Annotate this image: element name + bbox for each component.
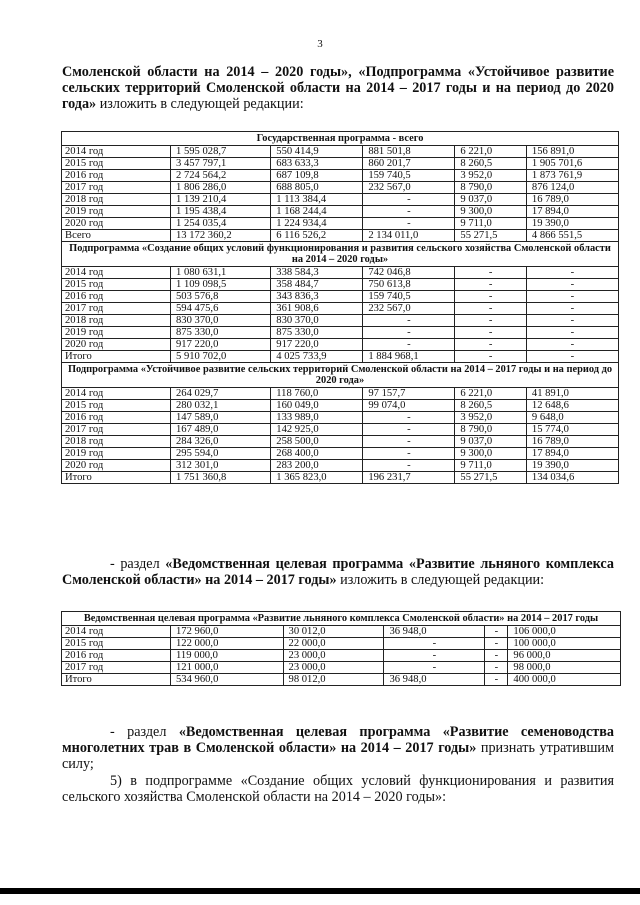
section-header-row bbox=[62, 132, 619, 146]
value-cell: 23 000,0 bbox=[283, 650, 384, 662]
table-row bbox=[62, 315, 619, 327]
value-cell: - bbox=[485, 638, 508, 650]
row-label-cell: Всего bbox=[62, 230, 171, 242]
value-cell: 358 484,7 bbox=[271, 279, 363, 291]
table-row bbox=[62, 638, 621, 650]
value-cell: 750 613,8 bbox=[363, 279, 455, 291]
table-row bbox=[62, 339, 619, 351]
value-cell: 1 080 631,1 bbox=[171, 267, 271, 279]
value-cell: 1 195 438,4 bbox=[171, 206, 271, 218]
value-cell: 98 012,0 bbox=[283, 674, 384, 686]
section-title: Ведомственная целевая программа «Развитие льняного комплекса Смоленской области» на 2014 – 2017 годы bbox=[62, 612, 621, 626]
value-cell: 830 370,0 bbox=[171, 315, 271, 327]
value-cell: 1 254 035,4 bbox=[171, 218, 271, 230]
table-row bbox=[62, 146, 619, 158]
value-cell: 2 134 011,0 bbox=[363, 230, 455, 242]
value-cell: - bbox=[363, 194, 455, 206]
value-cell: 1 224 934,4 bbox=[271, 218, 363, 230]
value-cell: 159 740,5 bbox=[363, 170, 455, 182]
table-row bbox=[62, 460, 619, 472]
table-row bbox=[62, 436, 619, 448]
value-cell: 1 139 210,4 bbox=[171, 194, 271, 206]
value-cell: - bbox=[455, 267, 527, 279]
value-cell: 22 000,0 bbox=[283, 638, 384, 650]
row-label-cell: Итого bbox=[62, 351, 171, 363]
value-cell: - bbox=[455, 303, 527, 315]
value-cell: - bbox=[526, 279, 618, 291]
value-cell: 8 790,0 bbox=[455, 424, 527, 436]
value-cell: 99 074,0 bbox=[363, 400, 455, 412]
row-label-cell: 2019 год bbox=[62, 206, 171, 218]
value-cell: - bbox=[526, 339, 618, 351]
value-cell: 683 633,3 bbox=[271, 158, 363, 170]
table-row bbox=[62, 472, 619, 484]
value-cell: 280 032,1 bbox=[171, 400, 271, 412]
value-cell: 9 711,0 bbox=[455, 218, 527, 230]
value-cell: 119 000,0 bbox=[171, 650, 284, 662]
seeds-section-paragraph bbox=[62, 724, 614, 772]
table-row bbox=[62, 303, 619, 315]
value-cell: - bbox=[526, 351, 618, 363]
value-cell: 36 948,0 bbox=[384, 674, 485, 686]
bottom-scan-bar bbox=[0, 888, 640, 894]
value-cell: 96 000,0 bbox=[508, 650, 621, 662]
value-cell: 1 873 761,9 bbox=[526, 170, 618, 182]
value-cell: - bbox=[363, 315, 455, 327]
value-cell: 9 037,0 bbox=[455, 436, 527, 448]
value-cell: 55 271,5 bbox=[455, 230, 527, 242]
value-cell: 295 594,0 bbox=[171, 448, 271, 460]
value-cell: - bbox=[455, 351, 527, 363]
value-cell: 16 789,0 bbox=[526, 436, 618, 448]
row-label-cell: 2020 год bbox=[62, 218, 171, 230]
value-cell: 742 046,8 bbox=[363, 267, 455, 279]
row-label-cell: 2014 год bbox=[62, 388, 171, 400]
row-label-cell: 2018 год bbox=[62, 315, 171, 327]
value-cell: - bbox=[363, 424, 455, 436]
value-cell: - bbox=[485, 662, 508, 674]
value-cell: - bbox=[455, 291, 527, 303]
value-cell: 17 894,0 bbox=[526, 206, 618, 218]
value-cell: 258 500,0 bbox=[271, 436, 363, 448]
value-cell: 167 489,0 bbox=[171, 424, 271, 436]
value-cell: 1 806 286,0 bbox=[171, 182, 271, 194]
value-cell: 9 648,0 bbox=[526, 412, 618, 424]
state-program-table bbox=[61, 131, 619, 484]
table-row bbox=[62, 388, 619, 400]
value-cell: 6 116 526,2 bbox=[271, 230, 363, 242]
table-row bbox=[62, 267, 619, 279]
value-cell: 4 025 733,9 bbox=[271, 351, 363, 363]
table-row bbox=[62, 650, 621, 662]
value-cell: 5 910 702,0 bbox=[171, 351, 271, 363]
row-label-cell: 2020 год bbox=[62, 339, 171, 351]
value-cell: 8 790,0 bbox=[455, 182, 527, 194]
value-cell: 23 000,0 bbox=[283, 662, 384, 674]
table-row bbox=[62, 230, 619, 242]
row-label-cell: 2017 год bbox=[62, 182, 171, 194]
value-cell: 13 172 360,2 bbox=[171, 230, 271, 242]
flax-suffix: изложить в следующей редакции: bbox=[336, 572, 545, 588]
value-cell: - bbox=[363, 206, 455, 218]
row-label-cell: 2014 год bbox=[62, 146, 171, 158]
flax-section-paragraph bbox=[62, 556, 614, 588]
section-header-row bbox=[62, 363, 619, 388]
value-cell: 860 201,7 bbox=[363, 158, 455, 170]
table-row bbox=[62, 448, 619, 460]
intro-bold-text: Смоленской области на 2014 – 2020 годы», «Подпрограмма «Устойчивое развитие сельских территорий Смоленской области на 2014 – 2017 годы и на период до 2020 года» bbox=[62, 64, 614, 112]
value-cell: 283 200,0 bbox=[271, 460, 363, 472]
value-cell: 100 000,0 bbox=[508, 638, 621, 650]
value-cell: 400 000,0 bbox=[508, 674, 621, 686]
value-cell: - bbox=[363, 412, 455, 424]
value-cell: 687 109,8 bbox=[271, 170, 363, 182]
row-label-cell: Итого bbox=[62, 472, 171, 484]
value-cell: 172 960,0 bbox=[171, 626, 284, 638]
table-row bbox=[62, 626, 621, 638]
table-row bbox=[62, 291, 619, 303]
row-label-cell: 2020 год bbox=[62, 460, 171, 472]
flax-prefix: - раздел bbox=[110, 556, 166, 572]
row-label-cell: 2014 год bbox=[62, 267, 171, 279]
item5-paragraph: 5) в подпрограмме «Создание общих условий функционирования и развития сельского хозяйства Смоленской области на 2014 – 2020 годы»: bbox=[62, 773, 614, 805]
value-cell: - bbox=[384, 638, 485, 650]
value-cell: 1 113 384,4 bbox=[271, 194, 363, 206]
value-cell: - bbox=[526, 267, 618, 279]
value-cell: 3 457 797,1 bbox=[171, 158, 271, 170]
value-cell: 156 891,0 bbox=[526, 146, 618, 158]
value-cell: 361 908,6 bbox=[271, 303, 363, 315]
value-cell: - bbox=[363, 218, 455, 230]
value-cell: 19 390,0 bbox=[526, 218, 618, 230]
value-cell: 118 760,0 bbox=[271, 388, 363, 400]
value-cell: - bbox=[363, 460, 455, 472]
value-cell: - bbox=[455, 279, 527, 291]
value-cell: 881 501,8 bbox=[363, 146, 455, 158]
table-row bbox=[62, 400, 619, 412]
value-cell: 9 711,0 bbox=[455, 460, 527, 472]
value-cell: - bbox=[485, 626, 508, 638]
value-cell: 8 260,5 bbox=[455, 158, 527, 170]
value-cell: 17 894,0 bbox=[526, 448, 618, 460]
value-cell: 343 836,3 bbox=[271, 291, 363, 303]
value-cell: 3 952,0 bbox=[455, 412, 527, 424]
value-cell: 338 584,3 bbox=[271, 267, 363, 279]
flax-bold-text: «Ведомственная целевая программа «Развитие льняного комплекса Смоленской области» на 2014 – 2017 годы» bbox=[62, 556, 614, 588]
value-cell: 2 724 564,2 bbox=[171, 170, 271, 182]
value-cell: 917 220,0 bbox=[171, 339, 271, 351]
table-row bbox=[62, 279, 619, 291]
value-cell: - bbox=[363, 436, 455, 448]
intro-paragraph bbox=[62, 64, 614, 112]
table-row bbox=[62, 194, 619, 206]
value-cell: - bbox=[455, 315, 527, 327]
row-label-cell: 2014 год bbox=[62, 626, 171, 638]
value-cell: - bbox=[363, 327, 455, 339]
value-cell: 3 952,0 bbox=[455, 170, 527, 182]
row-label-cell: 2015 год bbox=[62, 638, 171, 650]
value-cell: 284 326,0 bbox=[171, 436, 271, 448]
value-cell: - bbox=[455, 339, 527, 351]
value-cell: 875 330,0 bbox=[171, 327, 271, 339]
table-row bbox=[62, 158, 619, 170]
value-cell: 147 589,0 bbox=[171, 412, 271, 424]
value-cell: 550 414,9 bbox=[271, 146, 363, 158]
value-cell: 9 300,0 bbox=[455, 448, 527, 460]
value-cell: 232 567,0 bbox=[363, 182, 455, 194]
table-row bbox=[62, 182, 619, 194]
value-cell: 503 576,8 bbox=[171, 291, 271, 303]
seeds-prefix: - раздел bbox=[110, 724, 179, 740]
row-label-cell: 2017 год bbox=[62, 662, 171, 674]
value-cell: 688 805,0 bbox=[271, 182, 363, 194]
value-cell: 36 948,0 bbox=[384, 626, 485, 638]
row-label-cell: 2016 год bbox=[62, 412, 171, 424]
value-cell: - bbox=[363, 339, 455, 351]
value-cell: 1 365 823,0 bbox=[271, 472, 363, 484]
value-cell: 19 390,0 bbox=[526, 460, 618, 472]
table-row bbox=[62, 674, 621, 686]
value-cell: 1 751 360,8 bbox=[171, 472, 271, 484]
row-label-cell: 2015 год bbox=[62, 279, 171, 291]
value-cell: 97 157,7 bbox=[363, 388, 455, 400]
value-cell: 6 221,0 bbox=[455, 388, 527, 400]
seeds-bold-text: «Ведомственная целевая программа «Развитие семеноводства многолетних трав в Смоленской области» на 2014 – 2017 годы» bbox=[62, 724, 615, 756]
value-cell: 8 260,5 bbox=[455, 400, 527, 412]
value-cell: 55 271,5 bbox=[455, 472, 527, 484]
value-cell: 1 109 098,5 bbox=[171, 279, 271, 291]
value-cell: 312 301,0 bbox=[171, 460, 271, 472]
value-cell: 9 037,0 bbox=[455, 194, 527, 206]
value-cell: 6 221,0 bbox=[455, 146, 527, 158]
value-cell: - bbox=[526, 303, 618, 315]
section-title: Государственная программа - всего bbox=[62, 132, 619, 146]
value-cell: 15 774,0 bbox=[526, 424, 618, 436]
value-cell: 142 925,0 bbox=[271, 424, 363, 436]
section-title: Подпрограмма «Устойчивое развитие сельских территорий Смоленской области на 2014 – 2017 годы и на период до 2020 года» bbox=[62, 363, 619, 388]
value-cell: 875 330,0 bbox=[271, 327, 363, 339]
table-row bbox=[62, 170, 619, 182]
value-cell: 268 400,0 bbox=[271, 448, 363, 460]
table-row bbox=[62, 351, 619, 363]
value-cell: 106 000,0 bbox=[508, 626, 621, 638]
value-cell: 98 000,0 bbox=[508, 662, 621, 674]
page-number: 3 bbox=[317, 38, 323, 50]
section-title: Подпрограмма «Создание общих условий функционирования и развития сельского хозяйства Смоленской области на 2014 – 2020 годы» bbox=[62, 242, 619, 267]
row-label-cell: 2016 год bbox=[62, 650, 171, 662]
row-label-cell: 2019 год bbox=[62, 327, 171, 339]
row-label-cell: 2015 год bbox=[62, 400, 171, 412]
value-cell: - bbox=[384, 662, 485, 674]
value-cell: 876 124,0 bbox=[526, 182, 618, 194]
value-cell: - bbox=[485, 674, 508, 686]
value-cell: 594 475,6 bbox=[171, 303, 271, 315]
value-cell: 830 370,0 bbox=[271, 315, 363, 327]
value-cell: 16 789,0 bbox=[526, 194, 618, 206]
value-cell: 122 000,0 bbox=[171, 638, 284, 650]
value-cell: 917 220,0 bbox=[271, 339, 363, 351]
value-cell: 121 000,0 bbox=[171, 662, 284, 674]
value-cell: - bbox=[526, 315, 618, 327]
value-cell: - bbox=[526, 327, 618, 339]
table-row bbox=[62, 662, 621, 674]
value-cell: 133 989,0 bbox=[271, 412, 363, 424]
intro-text: изложить в следующей редакции: bbox=[96, 96, 304, 112]
row-label-cell: 2018 год bbox=[62, 194, 171, 206]
value-cell: - bbox=[485, 650, 508, 662]
table-row bbox=[62, 327, 619, 339]
table-row bbox=[62, 424, 619, 436]
flax-program-table bbox=[61, 611, 621, 686]
value-cell: 534 960,0 bbox=[171, 674, 284, 686]
value-cell: 4 866 551,5 bbox=[526, 230, 618, 242]
row-label-cell: 2017 год bbox=[62, 303, 171, 315]
value-cell: 232 567,0 bbox=[363, 303, 455, 315]
row-label-cell: 2016 год bbox=[62, 170, 171, 182]
value-cell: 1 595 028,7 bbox=[171, 146, 271, 158]
row-label-cell: 2017 год bbox=[62, 424, 171, 436]
value-cell: - bbox=[455, 327, 527, 339]
value-cell: - bbox=[526, 291, 618, 303]
value-cell: 9 300,0 bbox=[455, 206, 527, 218]
row-label-cell: Итого bbox=[62, 674, 171, 686]
value-cell: 134 034,6 bbox=[526, 472, 618, 484]
value-cell: 41 891,0 bbox=[526, 388, 618, 400]
table-row bbox=[62, 412, 619, 424]
value-cell: 12 648,6 bbox=[526, 400, 618, 412]
row-label-cell: 2016 год bbox=[62, 291, 171, 303]
value-cell: 264 029,7 bbox=[171, 388, 271, 400]
value-cell: 1 168 244,4 bbox=[271, 206, 363, 218]
section-header-row bbox=[62, 612, 621, 626]
table-row bbox=[62, 206, 619, 218]
seeds-suffix: признать утратившим силу; bbox=[62, 740, 614, 772]
value-cell: 1 884 968,1 bbox=[363, 351, 455, 363]
row-label-cell: 2018 год bbox=[62, 436, 171, 448]
value-cell: 196 231,7 bbox=[363, 472, 455, 484]
value-cell: - bbox=[384, 650, 485, 662]
value-cell: - bbox=[363, 448, 455, 460]
value-cell: 160 049,0 bbox=[271, 400, 363, 412]
row-label-cell: 2015 год bbox=[62, 158, 171, 170]
value-cell: 30 012,0 bbox=[283, 626, 384, 638]
section-header-row bbox=[62, 242, 619, 267]
table-row bbox=[62, 218, 619, 230]
row-label-cell: 2019 год bbox=[62, 448, 171, 460]
value-cell: 1 905 701,6 bbox=[526, 158, 618, 170]
value-cell: 159 740,5 bbox=[363, 291, 455, 303]
